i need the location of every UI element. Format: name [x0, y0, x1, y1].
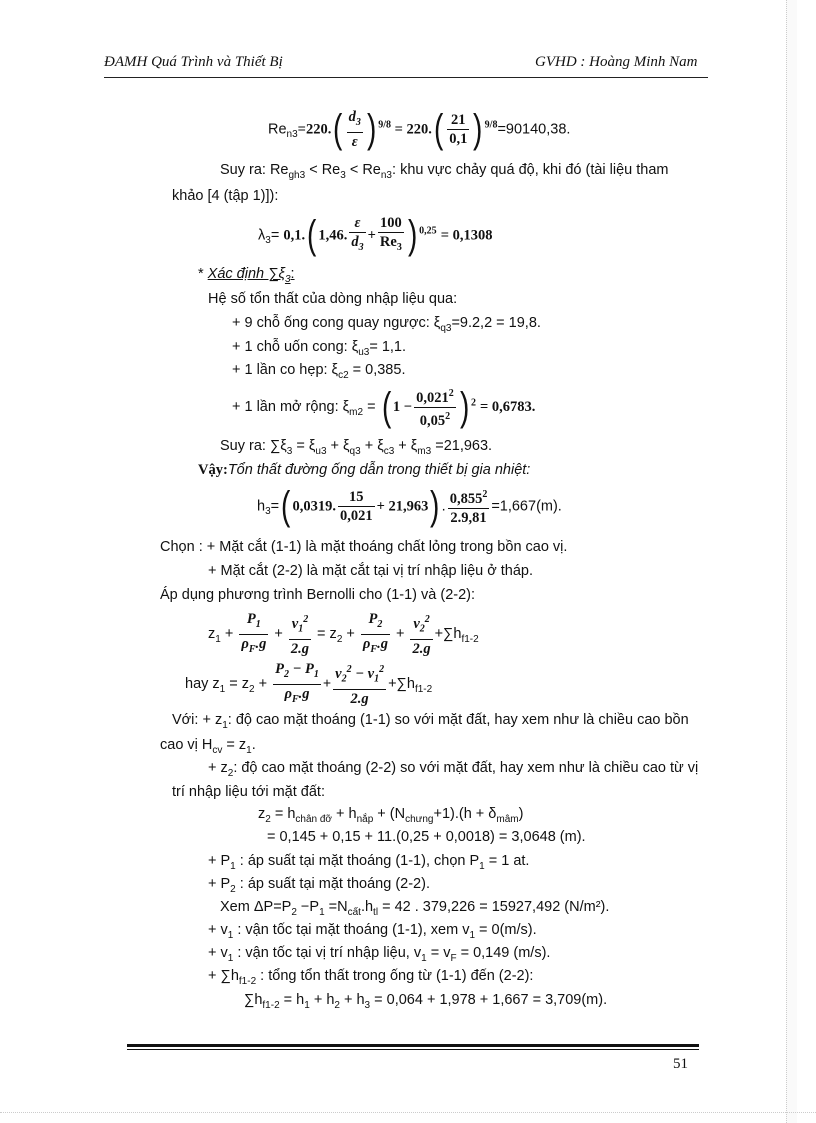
lambda-formula: $\lambda_3= 0,1$.( 1,46. $\frac{\varepsilon}{d_3}$ + $\frac{100}{Re_3}$ ) $^{0,25}$ = 0,1308	[258, 213, 493, 258]
page-number: 51	[673, 1056, 688, 1072]
h3-formula: $h_3=$( 0,0319. $\frac{15}{0,021}$ + 21,963) . $\frac{0,855^2}{2.9,81}$ =1,667(m).	[257, 484, 562, 529]
voi-line: Với: + $z_1$: độ cao mặt thoáng (1-1) so với mặt đất, hay xem như là chiều cao bồn	[172, 712, 689, 731]
he-so-line: Hệ số tổn thất của dòng nhập liệu qua:	[208, 291, 458, 307]
chon-line-2: + Mặt cắt (2-2) là mặt cắt tại vị trí nhập liệu ở tháp.	[208, 563, 534, 579]
tri-nhap-line: trí nhập liệu tới mặt đất:	[172, 784, 325, 800]
footer-rule-thick	[127, 1044, 699, 1047]
vay-line: Vậy:Tổn thất đường ống dẫn trong thiết bị gia nhiệt:	[198, 462, 531, 478]
xac-dinh-heading: * Xác định $\sum\xi_3$:	[198, 266, 295, 285]
p2-line: + $P_2$ : áp suất tại mặt thoáng (2-2).	[208, 876, 430, 895]
page-bottom-edge	[0, 1112, 816, 1114]
z2-formula: $z_2 = h_{chân đỡ} + h_{nắp} + (N_{chưng}+1).(h + \delta_{mâm})$	[258, 806, 524, 825]
chon-line: Chọn : + Mặt cắt (1-1) là mặt thoáng chất lỏng trong bồn cao vị.	[160, 539, 568, 555]
page-edge	[786, 0, 797, 1123]
sum-h-line: + $\sum h_{f1-2}$ : tổng tổn thất trong ống từ (1-1) đến (2-2):	[208, 968, 534, 987]
z2-line: + $z_2$: độ cao mặt thoáng (2-2) so với mặt đất, hay xem như là chiều cao từ vị	[208, 760, 699, 779]
item-4: + 1 lần mở rộng: $\xi_{m2}$ = ( 1 − $\frac{0,021^2}{0,05^2}$ ) $^2$ = 0,6783.	[232, 385, 536, 430]
header-left: ĐAMH Quá Trình và Thiết Bị	[104, 54, 283, 70]
header-right: GVHD : Hoàng Minh Nam	[535, 54, 698, 70]
ap-dung-line: Áp dụng phương trình Bernolli cho (1-1) và (2-2):	[160, 587, 476, 603]
header-rule	[104, 77, 708, 78]
p1-line: + $P_1$ : áp suất tại mặt thoáng (1-1), chọn $P_1 = 1$ at.	[208, 853, 530, 872]
z2-calc: = 0,145 + 0,15 + 11.(0,25 + 0,0018) = 3,0648 (m).	[267, 829, 586, 845]
footer-rule-thin	[127, 1049, 699, 1050]
item-2: + 1 chỗ uốn cong: $\xi_{u3}= 1,1$.	[232, 339, 407, 358]
item-1: + 9 chỗ ống cong quay ngược: $\xi_{q3}=9.2,2 = 19,8$.	[232, 315, 541, 334]
item-3: + 1 lần co hẹp: $\xi_{c2} = 0,385$.	[232, 362, 406, 381]
v1-line: + $v_1$ : vận tốc tại mặt thoáng (1-1), xem $v_1 = 0(m/s)$.	[208, 922, 537, 941]
sum-h-calc: $\sum h_{f1-2} = h_1 + h_2 + h_3 = 0,064 + 1,978 + 1,667 = 3,709(m)$.	[244, 992, 608, 1011]
delta-p-line: Xem $\Delta P=P_2 -P_1 =N_{cất}.h_{tl} = 42$ . 379,226 = 15927,492 (N/m²).	[220, 899, 610, 918]
reference-line: khảo [4 (tập 1)]):	[172, 188, 279, 204]
suy-ra-line: Suy ra: $Re_{gh3} < Re_3 < Re_{n3}$: khu vực chảy quá độ, khi đó (tài liệu tham	[220, 162, 669, 181]
bernoulli-eq-2: hay $z_1 = z_2$ + $\frac{P_2 - P_1}{\rho_F.g}$ + $\frac{v_2^2 - v_1^2}{2.g}$ $+\sum h_{f1-2}$	[185, 661, 433, 707]
v2-line: + $v_1$ : vận tốc tại vị trí nhập liệu, $v_1 = v_F = 0,149$ (m/s).	[208, 945, 551, 964]
re-n3-formula: $Re_{n3}=220$.( $\frac{d_3}{\varepsilon}$ ) $^{9/8}$ = 220.( $\frac{21}{0,1}$ ) $^{9/8}$=90140,38.	[268, 107, 571, 152]
cao-vi-line: cao vị $H_{cv} = z_1$.	[160, 737, 256, 756]
bernoulli-eq: $z_1$ + $\frac{P_1}{\rho_F.g}$ + $\frac{v_1^2}{2.g}$ = $z_2$ + $\frac{P_2}{\rho_F.g}$ + $\frac{v_2^2}{2.g}$ $+\sum h_{f1-2}$	[208, 611, 479, 657]
suy-ra-sum: Suy ra: $\sum\xi_3 = \xi_{u3} + \xi_{q3} + \xi_{c3} + \xi_{m3} =21,963$.	[220, 438, 493, 457]
